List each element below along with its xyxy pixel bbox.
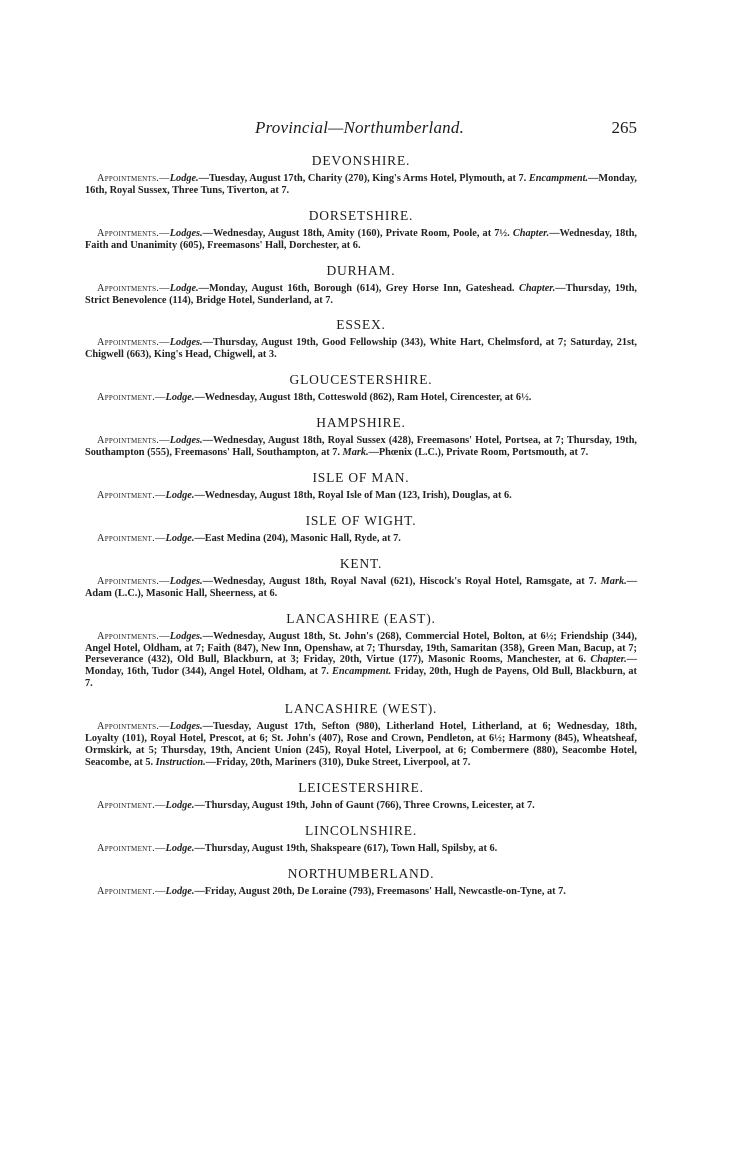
county-heading: DURHAM.	[326, 262, 396, 278]
appointments-paragraph	[85, 843, 637, 855]
appointments-label: Appointments.—	[97, 630, 170, 642]
meeting-type: Lodges.	[169, 575, 203, 587]
county-heading: LINCOLNSHIRE.	[304, 822, 418, 838]
appointments-label: Appointment.—	[97, 842, 166, 854]
meeting-details: —Wednesday, 18th, Faith and Unanimity (605), Freemasons' Hall, Dorchester, at 6.	[85, 227, 638, 251]
county-heading: HAMPSHIRE.	[316, 415, 406, 431]
appointments-paragraph	[85, 576, 637, 600]
county-heading: NORTHUMBERLAND.	[287, 865, 435, 881]
meeting-type: Chapter.	[518, 282, 556, 294]
county-section	[85, 469, 637, 502]
county-section	[85, 512, 637, 545]
county-section	[85, 700, 637, 769]
meeting-type: Lodges.	[169, 227, 203, 239]
appointments-paragraph	[85, 721, 637, 769]
appointments-label: Appointment.—	[97, 532, 166, 544]
appointments-paragraph	[85, 490, 637, 502]
meeting-details: —Wednesday, August 18th, Royal Sussex (428), Freemasons' Hotel, Portsea, at 7; Thursday, 19th, Southampton (555), Freemasons' Hall, Southampton, at 7.	[85, 435, 637, 459]
appointments-label: Appointments.—	[97, 435, 170, 447]
meeting-type: Instruction.	[155, 756, 206, 768]
meeting-details: —Monday, August 16th, Borough (614), Grey Horse Inn, Gateshead.	[198, 282, 519, 294]
meeting-type: Lodge.	[165, 799, 195, 811]
county-heading: LANCASHIRE (WEST).	[284, 701, 438, 717]
meeting-type: Lodge.	[169, 173, 199, 184]
meeting-type: Lodge.	[165, 489, 195, 501]
county-heading: LEICESTERSHIRE.	[298, 779, 424, 795]
meeting-details: —Monday, 16th, Royal Sussex, Three Tuns, Tiverton, at 7.	[85, 173, 637, 196]
county-sections	[85, 152, 637, 907]
county-section	[85, 152, 637, 197]
meeting-details: —Wednesday, August 18th, Amity (160), Private Room, Poole, at 7½.	[202, 227, 513, 239]
appointments-paragraph	[85, 631, 637, 691]
meeting-type: Lodge.	[169, 282, 199, 294]
county-heading: KENT.	[339, 555, 383, 571]
appointments-paragraph	[85, 886, 637, 898]
appointments-label: Appointments.—	[97, 575, 170, 587]
meeting-details: —East Medina (204), Masonic Hall, Ryde, at 7.	[194, 532, 401, 544]
county-heading: LANCASHIRE (EAST).	[286, 610, 436, 626]
appointments-label: Appointments.—	[97, 282, 170, 294]
appointments-paragraph	[85, 337, 637, 361]
county-heading: DORSETSHIRE.	[308, 207, 414, 223]
page-number: 265	[611, 118, 637, 137]
meeting-type: Chapter.	[512, 227, 550, 239]
county-section	[85, 610, 637, 691]
appointments-label: Appointment.—	[97, 885, 166, 897]
county-section	[85, 316, 637, 361]
county-section	[85, 371, 637, 404]
county-section	[85, 414, 637, 459]
appointments-paragraph	[85, 533, 637, 545]
meeting-details: —Thursday, August 19th, Shakspeare (617), Town Hall, Spilsby, at 6.	[194, 842, 498, 854]
appointments-paragraph	[85, 173, 637, 197]
meeting-type: Lodges.	[169, 435, 203, 447]
county-section	[85, 822, 637, 855]
meeting-details: —Thursday, August 19th, John of Gaunt (766), Three Crowns, Leicester, at 7.	[194, 799, 535, 811]
county-heading: ISLE OF WIGHT.	[305, 512, 417, 528]
appointments-paragraph	[85, 228, 637, 252]
appointments-label: Appointment.—	[97, 489, 166, 501]
meeting-details: —Phœnix (L.C.), Private Room, Portsmouth, at 7.	[368, 447, 589, 459]
meeting-type: Lodges.	[169, 721, 203, 733]
meeting-details: —Friday, 20th, Mariners (310), Duke Street, Liverpool, at 7.	[205, 756, 471, 768]
county-section	[85, 555, 637, 600]
appointments-label: Appointment.—	[97, 392, 166, 404]
appointments-paragraph	[85, 283, 637, 307]
meeting-details: —Tuesday, August 17th, Charity (270), King's Arms Hotel, Plymouth, at 7.	[198, 173, 529, 184]
meeting-details: Friday, 20th, Hugh de Payens, Old Bull, Blackburn, at 7.	[85, 666, 637, 690]
meeting-details: —Tuesday, August 17th, Sefton (980), Litherland Hotel, Litherland, at 6; Wednesday, 18th, Loyalty (101), Royal Hotel, Prescot, at 6; St. John's (407), Rose and Crown, Pendleton, at 6½; Harmony (845), Wheatsheaf, Ormskirk, at 5; Thursday, 19th, Ancient Union (245), Royal Hotel, Liverpool, at 6; Combermere (880), Seacombe Hotel, Seacombe, at 5.	[85, 721, 637, 768]
appointments-label: Appointment.—	[97, 799, 166, 811]
meeting-type: Encampment.	[332, 666, 392, 678]
county-heading: ESSEX.	[336, 317, 386, 333]
meeting-type: Lodge.	[165, 392, 195, 404]
appointments-label: Appointments.—	[97, 173, 170, 184]
appointments-paragraph	[85, 392, 637, 404]
county-heading: ISLE OF MAN.	[312, 469, 410, 485]
running-title: Provincial—Northumberland.	[255, 118, 465, 137]
county-section	[85, 207, 637, 252]
meeting-details: —Friday, August 20th, De Loraine (793), Freemasons' Hall, Newcastle-on-Tyne, at 7.	[194, 885, 566, 897]
meeting-details: —Adam (L.C.), Masonic Hall, Sheerness, at 6.	[85, 575, 637, 599]
county-section	[85, 262, 637, 307]
meeting-type: Chapter.	[590, 654, 627, 666]
county-section	[85, 865, 637, 898]
meeting-type: Encampment.	[528, 173, 589, 184]
meeting-details: —Thursday, 19th, Strict Benevolence (114), Bridge Hotel, Sunderland, at 7.	[85, 282, 637, 306]
meeting-type: Mark.	[600, 575, 627, 587]
meeting-details: —Wednesday, August 18th, Royal Naval (621), Hiscock's Royal Hotel, Ramsgate, at 7.	[202, 575, 601, 587]
meeting-details: —Wednesday, August 18th, St. John's (268), Commercial Hotel, Bolton, at 6½; Friendship (344), Angel Hotel, Oldham, at 7; Faith (847), New Inn, Openshaw, at 7; Thursday, 19th, Samaritan (358), Green Man, Bacup, at 7; Perseverance (432), Old Bull, Blackburn, at 3; Friday, 20th, Virtue (177), Masonic Rooms, Manchester, at 6.	[85, 630, 637, 666]
meeting-type: Lodges.	[169, 337, 203, 349]
appointments-label: Appointments.—	[97, 721, 170, 733]
meeting-type: Mark.	[342, 447, 369, 459]
running-head	[85, 118, 637, 140]
county-section	[85, 779, 637, 812]
county-heading: DEVONSHIRE.	[311, 153, 411, 168]
meeting-type: Lodge.	[165, 885, 195, 897]
meeting-type: Lodge.	[165, 532, 195, 544]
meeting-details: —Wednesday, August 18th, Royal Isle of Man (123, Irish), Douglas, at 6.	[194, 489, 512, 501]
appointments-label: Appointments.—	[97, 337, 170, 349]
meeting-details: —Wednesday, August 18th, Cotteswold (862), Ram Hotel, Cirencester, at 6½.	[194, 392, 532, 404]
meeting-details: —Monday, 16th, Tudor (344), Angel Hotel, Oldham, at 7.	[85, 654, 637, 678]
appointments-paragraph	[85, 800, 637, 812]
meeting-type: Lodges.	[169, 630, 203, 642]
appointments-label: Appointments.—	[97, 227, 170, 239]
meeting-details: —Thursday, August 19th, Good Fellowship (343), White Hart, Chelmsford, at 7; Saturday, 21st, Chigwell (663), King's Head, Chigwell, at 3.	[85, 337, 637, 361]
appointments-paragraph	[85, 435, 637, 459]
county-heading: GLOUCESTERSHIRE.	[289, 372, 433, 388]
meeting-type: Lodge.	[165, 842, 195, 854]
